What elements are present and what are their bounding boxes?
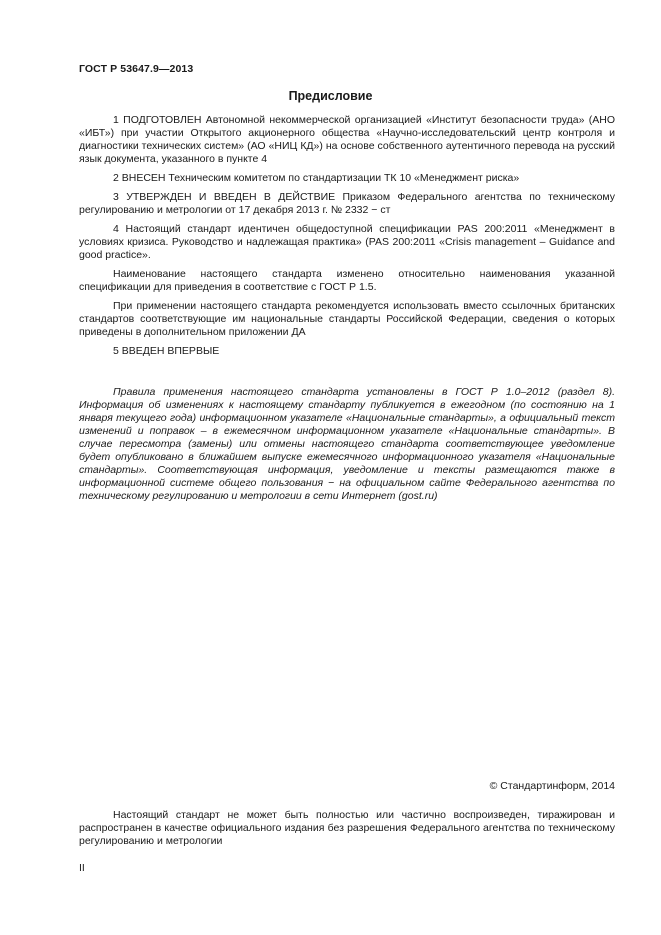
paragraph-national-standards: При применении настоящего стандарта рекомендуется использовать вместо ссылочных британских стандартов соответствующие им национальные стандарты Российской Федерации, сведения о которых приведены в дополнительном приложении ДА [79, 300, 615, 338]
copyright-line: © Стандартинформ, 2014 [489, 780, 615, 792]
paragraph-introduced-first: 5 ВВЕДЕН ВПЕРВЫЕ [113, 345, 220, 357]
paragraph-submitted-by: 2 ВНЕСЕН Техническим комитетом по стандартизации ТК 10 «Менеджмент риска» [113, 172, 520, 184]
rules-of-application-note: Правила применения настоящего стандарта установлены в ГОСТ Р 1.0–2012 (раздел 8). Информация об изменениях к настоящему стандарту публикуется в ежегодном (по состоянию на 1 января текущего года) информационном указателе «Национальные стандарты», а официальный текст изменений и поправок – в ежемесячном информационном указателе «Национальные стандарты». В случае пересмотра (замены) или отмены настоящего стандарта соответствующее уведомление будет опубликовано в ближайшем выпуске ежемесячного информационного указателя «Национальные стандарты». Соответствующая информация, уведомление и тексты размещаются также в информационной системе общего пользования − на официальном сайте Федерального агентства по техническому регулированию и метрологии в сети Интернет (gost.ru) [79, 386, 615, 502]
reproduction-notice: Настоящий стандарт не может быть полностью или частично воспроизведен, тиражирован и распространен в качестве официального издания без разрешения Федерального агентства по техническому регулированию и метрологии [79, 809, 615, 847]
paragraph-identical-to: 4 Настоящий стандарт идентичен общедоступной спецификации PAS 200:2011 «Менеджмент в условиях кризиса. Руководство и надлежащая практика» (PAS 200:2011 «Crisis management – Guidance and good practice». [79, 223, 615, 261]
paragraph-title-changed: Наименование настоящего стандарта изменено относительно наименования указанной спецификации для приведения в соответствие с ГОСТ Р 1.5. [79, 268, 615, 293]
preface-body [79, 114, 615, 358]
paragraph-approved: 3 УТВЕРЖДЕН И ВВЕДЕН В ДЕЙСТВИЕ Приказом Федерального агентства по техническому регулированию и метрологии от 17 декабря 2013 г. № 2332 − ст [79, 191, 615, 216]
paragraph-prepared-by: 1 ПОДГОТОВЛЕН Автономной некоммерческой организацией «Институт безопасности труда» (АНО «ИБТ») при участии Открытого акционерного общества «Научно-исследовательский центр контроля и диагностики технических систем» (АО «НИЦ КД») на основе собственного аутентичного перевода на русский язык документа, указанного в пункте 4 [79, 114, 615, 165]
page-number: II [79, 862, 85, 874]
document-code-header: ГОСТ Р 53647.9—2013 [79, 63, 194, 75]
page-title: Предисловие [288, 89, 373, 103]
